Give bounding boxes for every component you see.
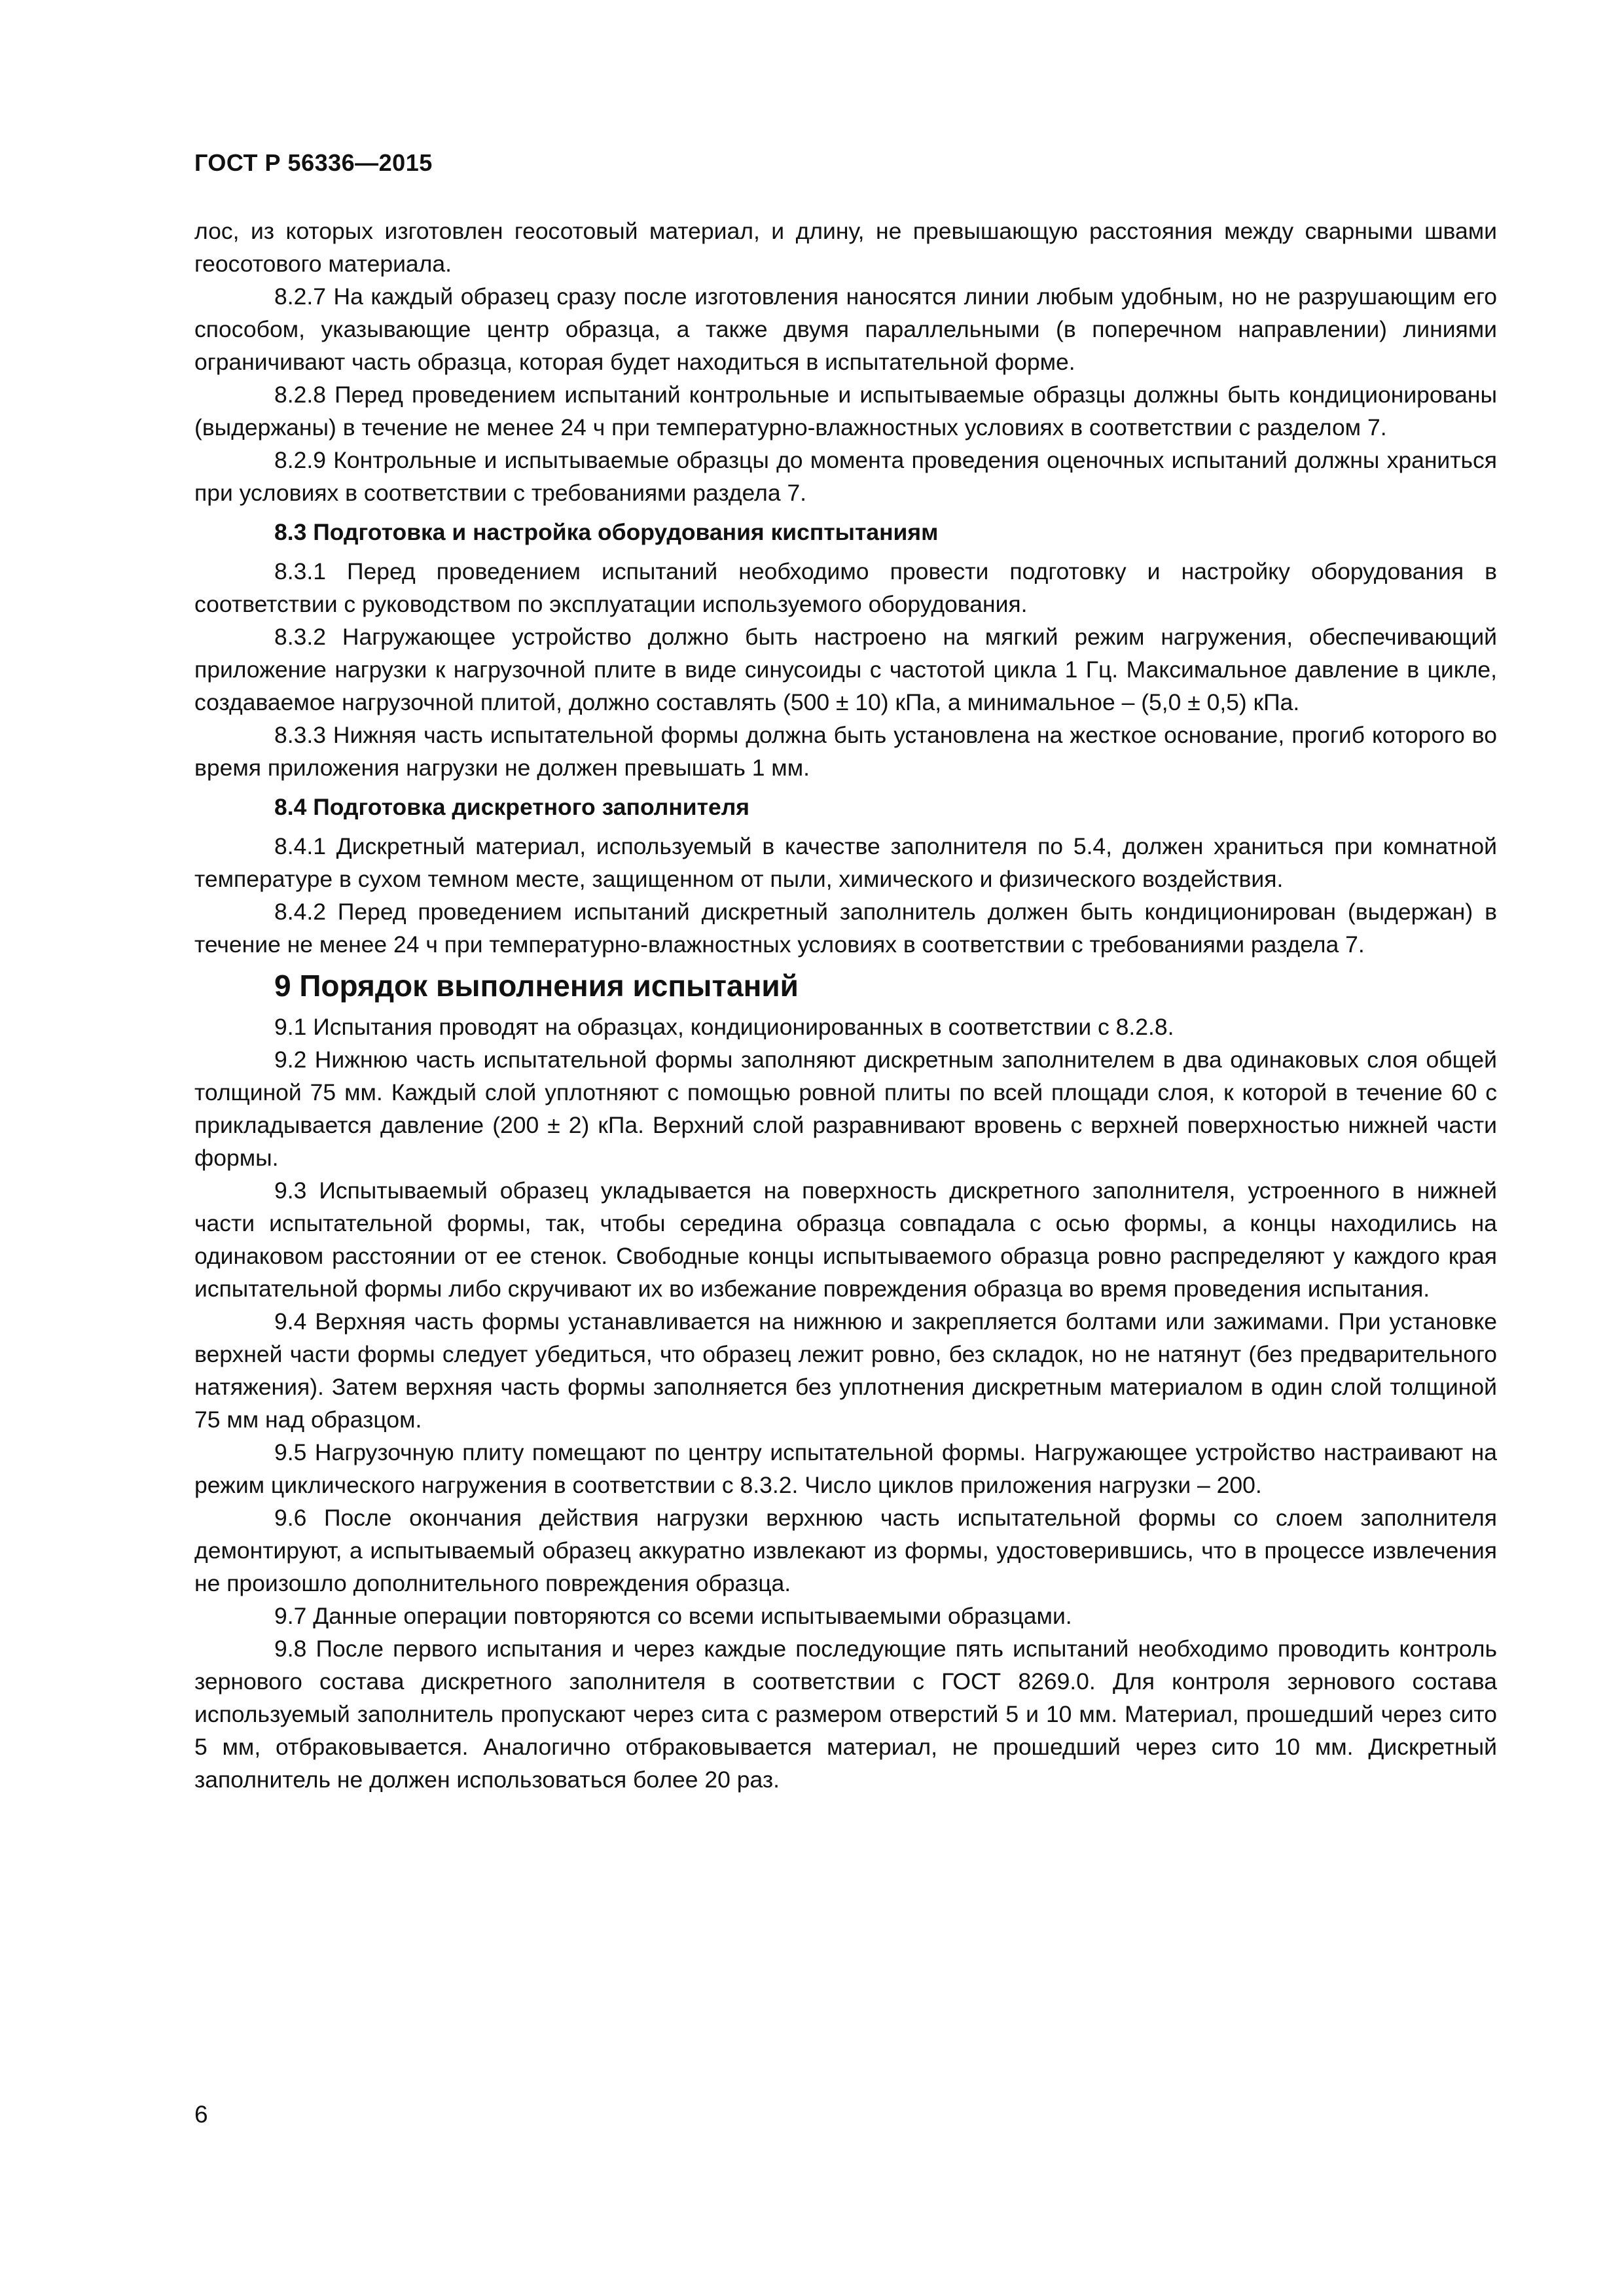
document-body (194, 215, 1497, 1796)
paragraph-9-2: 9.2 Нижнюю часть испытательной формы заполняют дискретным заполнителем в два одинаковых слоя общей толщиной 75 мм. Каждый слой уплотняют с помощью ровной плиты по всей площади слоя, к которой в течение 60 с прикладывается давление (200 ± 2) кПа. Верхний слой разравнивают вровень с верхней поверхностью нижней части формы. (194, 1047, 1497, 1171)
paragraph-8-2-9: 8.2.9 Контрольные и испытываемые образцы до момента проведения оценочных испытаний должны храниться при условиях в соответствии с требованиями раздела 7. (194, 447, 1497, 506)
page-number: 6 (194, 2101, 208, 2128)
paragraph-continuation: лос, из которых изготовлен геосотовый материал, и длину, не превышающую расстояния между сварными швами геосотового материала. (194, 218, 1497, 277)
paragraph-9-6: 9.6 После окончания действия нагрузки верхнюю часть испытательной формы со слоем заполнителя демонтируют, а испытываемый образец аккуратно извлекают из формы, удостоверившись, что в процессе извлечения не произошло дополнительного повреждения образца. (194, 1505, 1497, 1596)
paragraph-8-3-2: 8.3.2 Нагружающее устройство должно быть настроено на мягкий режим нагружения, обеспечивающий приложение нагрузки к нагрузочной плите в виде синусоиды с частотой цикла 1 Гц. Максимальное давление в цикле, создаваемое нагрузочной плитой, должно составлять (500 ± 10) кПа, а минимальное – (5,0 ± 0,5) кПа. (194, 624, 1497, 715)
paragraph-9-5: 9.5 Нагрузочную плиту помещают по центру испытательной формы. Нагружающее устройство настраивают на режим циклического нагружения в соответствии с 8.3.2. Число циклов приложения нагрузки – 200. (194, 1439, 1497, 1498)
paragraph-8-2-7: 8.2.7 На каждый образец сразу после изготовления наносятся линии любым удобным, но не разрушающим его способом, указывающие центр образца, а также двумя параллельными (в поперечном направлении) линиями ограничивают часть образца, которая будет находиться в испытательной форме. (194, 283, 1497, 375)
paragraph-9-1: 9.1 Испытания проводят на образцах, кондиционированных в соответствии с 8.2.8. (274, 1014, 1174, 1040)
paragraph-8-3-1: 8.3.1 Перед проведением испытаний необходимо провести подготовку и настройку оборудования в соответствии с руководством по эксплуатации используемого оборудования. (194, 558, 1497, 617)
paragraph-9-4: 9.4 Верхняя часть формы устанавливается на нижнюю и закрепляется болтами или зажимами. При установке верхней части формы следует убедиться, что образец лежит ровно, без складок, но не натянут (без предварительного натяжения). Затем верхняя часть формы заполняется без уплотнения дискретным материалом в один слой толщиной 75 мм над образцом. (194, 1308, 1497, 1433)
paragraph-8-4-2: 8.4.2 Перед проведением испытаний дискретный заполнитель должен быть кондиционирован (выдержан) в течение не менее 24 ч при температурно-влажностных условиях в соответствии с требованиями раздела 7. (194, 899, 1497, 958)
heading-8-3: 8.3 Подготовка и настройка оборудования кисптытаниям (274, 519, 939, 545)
paragraph-8-2-8: 8.2.8 Перед проведением испытаний контрольные и испытываемые образцы должны быть кондиционированы (выдержаны) в течение не менее 24 ч при температурно-влажностных условиях в соответствии с разделом 7. (194, 382, 1497, 440)
paragraph-8-4-1: 8.4.1 Дискретный материал, используемый в качестве заполнителя по 5.4, должен храниться при комнатной температуре в сухом темном месте, защищенном от пыли, химического и физического воздействия. (194, 833, 1497, 892)
paragraph-9-8: 9.8 После первого испытания и через каждые последующие пять испытаний необходимо проводить контроль зернового состава дискретного заполнителя в соответствии с ГОСТ 8269.0. Для контроля зернового состава используемый заполнитель пропускают через сита с размером отверстий 5 и 10 мм. Материал, прошедший через сито 5 мм, отбраковывается. Аналогично отбраковывается материал, не прошедший через сито 10 мм. Дискретный заполнитель не должен использоваться более 20 раз. (194, 1636, 1497, 1793)
paragraph-8-3-3: 8.3.3 Нижняя часть испытательной формы должна быть установлена на жесткое основание, прогиб которого во время приложения нагрузки не должен превышать 1 мм. (194, 722, 1497, 781)
heading-section-9: 9 Порядок выполнения испытаний (274, 969, 799, 1003)
paragraph-9-3: 9.3 Испытываемый образец укладывается на поверхность дискретного заполнителя, устроенного в нижней части испытательной формы, так, чтобы середина образца совпадала с осью формы, а концы находились на одинаковом расстоянии от ее стенок. Свободные концы испытываемого образца ровно распределяют у каждого края испытательной формы либо скручивают их во избежание повреждения образца во время проведения испытания. (194, 1177, 1497, 1302)
paragraph-9-7: 9.7 Данные операции повторяются со всеми испытываемыми образцами. (274, 1603, 1072, 1629)
document-header: ГОСТ Р 56336—2015 (194, 149, 433, 176)
heading-8-4: 8.4 Подготовка дискретного заполнителя (274, 794, 749, 820)
